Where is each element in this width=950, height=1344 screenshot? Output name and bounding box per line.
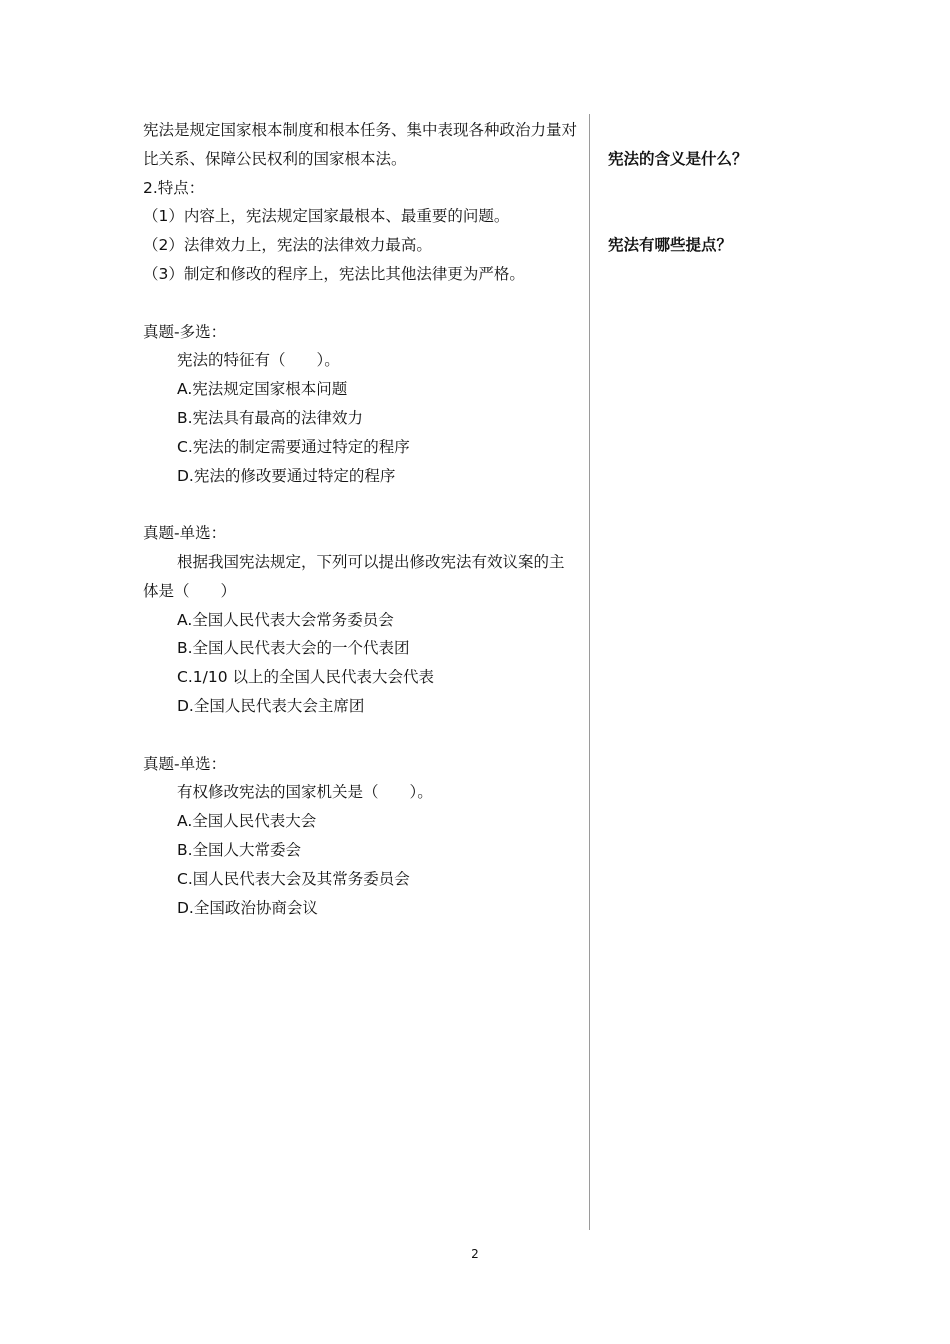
question-option: B.全国人大常委会: [177, 840, 302, 859]
features-heading: 2.特点：: [143, 178, 205, 197]
spacer: [143, 289, 579, 318]
question-option: A.全国人民代表大会常务委员会: [177, 610, 394, 629]
question-stem: 宪法的特征有（ ）。: [177, 351, 340, 370]
question-option: B.全国人民代表大会的一个代表团: [177, 639, 410, 658]
feature-item: （2）法律效力上，宪法的法律效力最高。: [143, 236, 432, 255]
sidebar-question-features: 宪法有哪些提点？: [608, 236, 733, 254]
column-divider: [589, 114, 590, 1230]
question-option: D.全国人民代表大会主席团: [177, 696, 365, 715]
question-option: B.宪法具有最高的法律效力: [177, 408, 364, 427]
question-option: C.1/10 以上的全国人民代表大会代表: [177, 668, 434, 687]
question-label: 真题-多选：: [143, 322, 227, 341]
question-option: D.全国政治协商会议: [177, 898, 318, 917]
page-number: 2: [471, 1247, 479, 1261]
feature-item: （3）制定和修改的程序上，宪法比其他法律更为严格。: [143, 264, 525, 283]
question-option: A.全国人民代表大会: [177, 812, 317, 831]
definition-text: 宪法是规定国家根本制度和根本任务、集中表现各种政治力量对比关系、保障公民权利的国家根本法。: [143, 121, 578, 168]
spacer: [143, 721, 579, 750]
feature-item: （1）内容上，宪法规定国家最根本、最重要的问题。: [143, 207, 510, 226]
question-stem: 有权修改宪法的国家机关是（ ）。: [177, 783, 433, 802]
question-label: 真题-单选：: [143, 754, 227, 773]
sidebar-question-definition: 宪法的含义是什么？: [608, 150, 748, 168]
spacer: [143, 490, 579, 519]
question-stem: 根据我国宪法规定，下列可以提出修改宪法有效议案的主体是（ ）: [143, 552, 565, 600]
question-option: A.宪法规定国家根本问题: [177, 380, 348, 399]
question-option: D.宪法的修改要通过特定的程序: [177, 466, 396, 485]
question-option: C.宪法的制定需要通过特定的程序: [177, 437, 410, 456]
main-column: [143, 116, 579, 922]
question-label: 真题-单选：: [143, 524, 227, 543]
question-option: C.国人民代表大会及其常务委员会: [177, 869, 410, 888]
